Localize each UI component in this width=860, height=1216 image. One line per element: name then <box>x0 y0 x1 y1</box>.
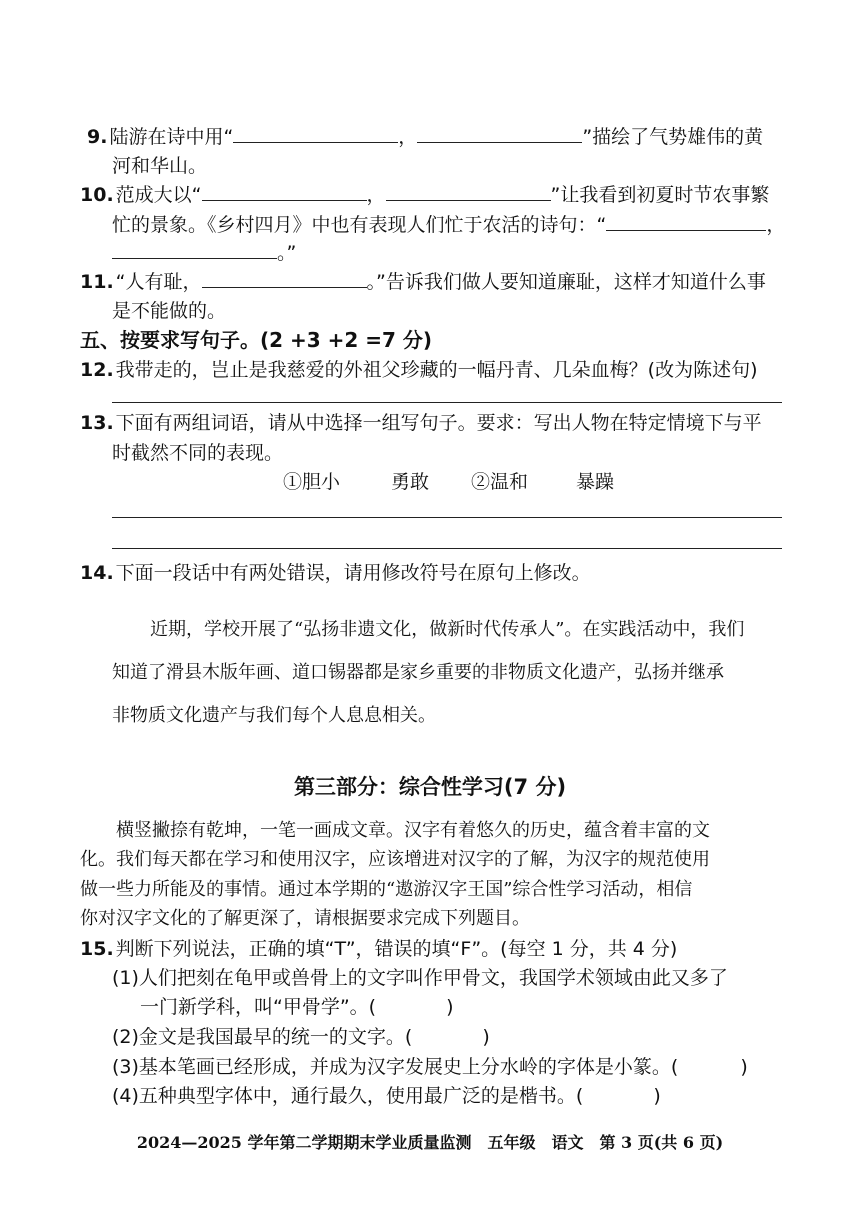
word-option: ①胆小 <box>283 471 341 493</box>
answer-blank[interactable] <box>606 212 766 231</box>
word-options <box>283 469 614 495</box>
question-9-line-1: 9. 陆游在诗中用“ ， ”描绘了气势雄伟的黄 <box>87 126 764 148</box>
intro-line: 你对汉字文化的了解更深了，请根据要求完成下列题目。 <box>80 908 530 929</box>
intro-line: 化。我们每天都在学习和使用汉字，应该增进对汉字的了解，为汉字的规范使用 <box>80 849 710 870</box>
question-number: 10. <box>80 184 114 206</box>
question-11-line-2: 是不能做的。 <box>112 300 227 322</box>
answer-line[interactable] <box>112 517 782 518</box>
judge-item-4: (4)五种典型字体中，通行最久，使用最广泛的是楷书。( ) <box>112 1085 661 1107</box>
section-5-title: 五、按要求写句子。(2 +3 +2 =7 分) <box>80 328 433 352</box>
intro-line: 做一些力所能及的事情。通过本学期的“遨游汉字王国”综合性学习活动，相信 <box>80 879 693 900</box>
answer-line[interactable] <box>112 548 782 549</box>
question-10-line-1: 10. 范成大以“ ， ”让我看到初夏时节农事繁 <box>80 184 770 206</box>
question-9-line-2: 河和华山。 <box>112 155 208 177</box>
question-12: 12. 我带走的，岂止是我慈爱的外祖父珍藏的一幅丹青、几朵血梅？(改为陈述句) <box>80 359 758 381</box>
question-15: 15. 判断下列说法，正确的填“T”，错误的填“F”。(每空 1 分，共 4 分) <box>80 938 678 960</box>
judge-item-1-line-1: (1)人们把刻在龟甲或兽骨上的文字叫作甲骨文，我国学术领域由此又多了 <box>112 967 728 989</box>
answer-blank[interactable] <box>417 124 582 143</box>
answer-line[interactable] <box>112 402 782 403</box>
answer-blank[interactable] <box>112 240 277 259</box>
question-13-line-1: 13. 下面有两组词语，请从中选择一组写句子。要求：写出人物在特定情境下与平 <box>80 412 762 434</box>
answer-blank[interactable] <box>202 182 367 201</box>
question-number: 14. <box>80 562 114 584</box>
page-footer: 2024—2025 学年第二学期期末学业质量监测 五年级 语文 第 3 页(共 6 页) <box>136 1133 724 1152</box>
intro-line: 横竖撇捺有乾坤，一笔一画成文章。汉字有着悠久的历史，蕴含着丰富的文 <box>116 820 710 841</box>
question-number: 15. <box>80 938 114 960</box>
judge-item-2: (2)金文是我国最早的统一的文字。( ) <box>112 1026 490 1048</box>
judge-item-1-line-2: 一门新学科，叫“甲骨学”。( ) <box>140 996 454 1018</box>
judge-item-3: (3)基本笔画已经形成，并成为汉字发展史上分水岭的字体是小篆。( ) <box>112 1056 748 1078</box>
error-paragraph-line: 知道了滑县木版年画、道口锡器都是家乡重要的非物质文化遗产，弘扬并继承 <box>112 662 724 683</box>
question-14: 14. 下面一段话中有两处错误，请用修改符号在原句上修改。 <box>80 562 591 584</box>
answer-blank[interactable] <box>202 269 367 288</box>
question-10-line-2: 忙的景象。《乡村四月》中也有表现人们忙于农活的诗句：“ ， <box>112 214 786 236</box>
word-option: 暴躁 <box>576 471 615 493</box>
error-paragraph-line: 近期，学校开展了“弘扬非遗文化，做新时代传承人”。在实践活动中，我们 <box>150 619 745 640</box>
answer-blank[interactable] <box>233 124 398 143</box>
word-option: ②温和 <box>471 471 529 493</box>
question-number: 12. <box>80 359 114 381</box>
error-paragraph-line: 非物质文化遗产与我们每个人息息相关。 <box>112 705 436 726</box>
question-number: 13. <box>80 412 114 434</box>
question-13-line-2: 时截然不同的表现。 <box>112 442 284 464</box>
part-3-title: 第三部分：综合性学习(7 分) <box>293 775 567 799</box>
question-number: 9. <box>87 126 108 148</box>
question-11-line-1: 11. “人有耻， 。”告诉我们做人要知道廉耻，这样才知道什么事 <box>80 271 766 293</box>
word-option: 勇敢 <box>391 471 430 493</box>
answer-blank[interactable] <box>386 182 551 201</box>
question-number: 11. <box>80 271 114 293</box>
question-10-line-3: 。” <box>112 240 296 266</box>
